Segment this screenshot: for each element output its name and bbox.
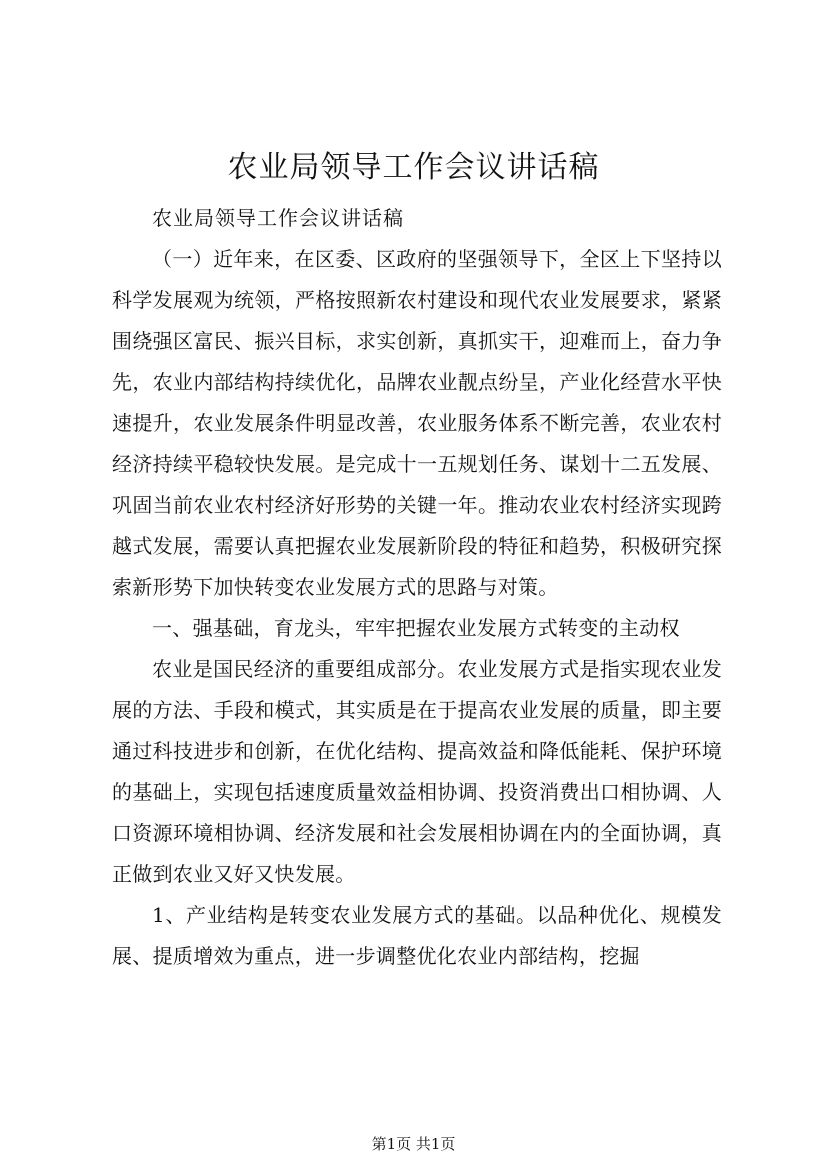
section-heading: 一、强基础，育龙头，牢牢把握农业发展方式转变的主动权 <box>152 616 680 640</box>
paragraph-point-1: 1、产业结构是转变农业发展方式的基础。以品种优化、规模发展、提质增效为重点，进一步调整优化农业内部结构，挖掘 <box>112 903 722 968</box>
paragraph-subtitle: 农业局领导工作会议讲话稿 <box>152 206 404 230</box>
paragraph-body: 农业是国民经济的重要组成部分。农业发展方式是指实现农业发展的方法、手段和模式，其实质是在于提高农业发展的质量，即主要通过科技进步和创新，在优化结构、提高效益和降低能耗、保护环境的基础上，实现包括速度质量效益相协调、投资消费出口相协调、人口资源环境相协调、经济发展和社会发展相协调在内的全面协调，真正做到农业又好又快发展。 <box>112 657 722 886</box>
document-title: 农业局领导工作会议讲话稿 <box>227 150 600 185</box>
paragraph-intro: （一）近年来，在区委、区政府的坚强领导下，全区上下坚持以科学发展观为统领，严格按照新农村建设和现代农业发展要求，紧紧围绕强区富民、振兴目标，求实创新，真抓实干，迎难而上，奋力争先，农业内部结构持续优化，品牌农业靓点纷呈，产业化经营水平快速提升，农业发展条件明显改善，农业服务体系不断完善，农业农村经济持续平稳较快发展。是完成十一五规划任务、谋划十二五发展、巩固当前农业农村经济好形势的关键一年。推动农业农村经济实现跨越式发展，需要认真把握农业发展新阶段的特征和趋势，积极研究探索新形势下加快转变农业发展方式的思路与对策。 <box>112 247 722 599</box>
document-body <box>112 198 722 977</box>
page-footer: 第1页 共1页 <box>371 1135 456 1153</box>
